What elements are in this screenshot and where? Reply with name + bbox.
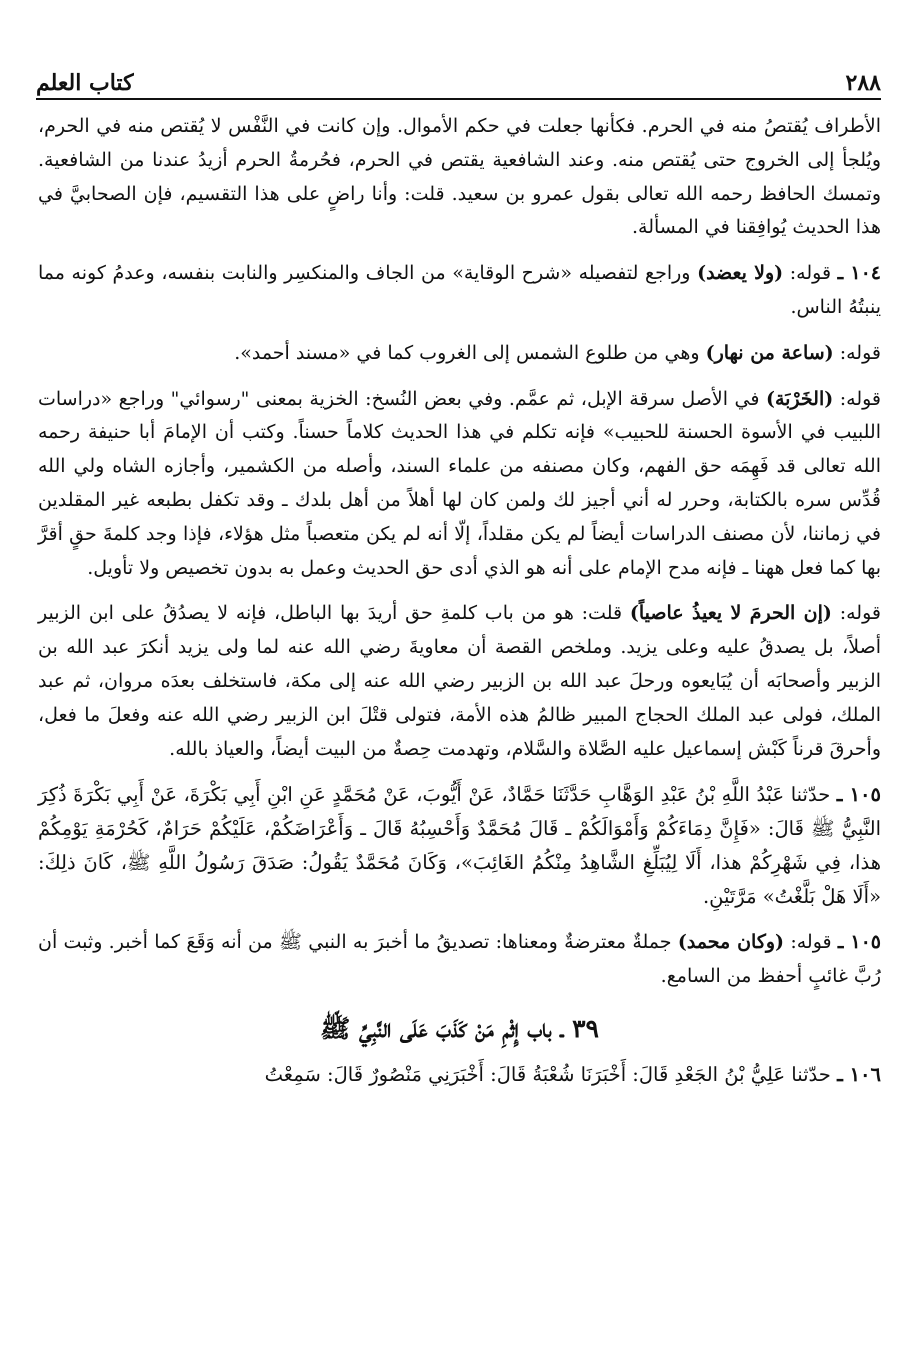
chapter-heading: ٣٩ ـ باب إِثْمِ مَنْ كَذَبَ عَلَى النَّبِيِّ ﷺ [320,1013,599,1043]
note-lead: قوله: [839,341,881,364]
hadith-105 [38,778,881,914]
note-quote: (إن الحرمَ لا يعيذُ عاصياً) [629,602,832,625]
note-quote: (الخَرْبَة) [765,387,834,410]
page-number: ٢٨٨ [845,70,881,96]
paragraph-sa-a [38,337,881,371]
paragraph-kharba [38,383,881,586]
paragraph-1: الأطراف يُقتصُ منه في الحرم. فكأنها جعلت في حكم الأموال. وإن كانت في النَّفْس لا يُقتص منه في الحرم، ويُلجأ إلى الخروج حتى يُقتص منه. وعند الشافعية يقتص في الحرم، فحُرمةُ الحرم أزيدُ عندنا من الشافعية. وتمسك الحافظ رحمه الله تعالى بقول عمرو بن سعيد. قلت: وأنا راضٍ على هذا التقسيم، فإن الصحابيَّ في هذا الحديث يُوافِقنا في المسألة. [38,115,881,239]
hadith-number: ١٠٥ ـ [836,783,881,807]
note-quote: (وكان محمد) [677,931,785,954]
note-quote: (ساعة من نهار) [705,341,834,364]
hadith-106 [38,1058,881,1092]
note-lead: قوله: [790,931,832,954]
hadith-text: حدّثنا عَبْدُ اللَّهِ بْنُ عَبْدِ الوَهَّابِ حَدَّثَنَا حَمَّادٌ، عَنْ أَيُّوبَ، عَنْ مُحَمَّدٍ عَنِ ابْنِ أَبِي بَكْرَةَ، عَنْ أَبِي بَكْرَةَ ذُكِرَ النَّبِيُّ ﷺ قَالَ: «فَإِنَّ دِمَاءَكُمْ وَأَمْوَالَكُمْ ـ قَالَ مُحَمَّدٌ وَأَحْسِبُهُ قَالَ ـ وَأَعْرَاضَكُمْ، عَلَيْكُمْ حَرَامٌ، كَحُرْمَةِ يَوْمِكُمْ هذا، فِي شَهْرِكُمْ هذا، أَلَا لِيُبَلِّغِ الشَّاهِدُ مِنْكُمُ الغَائِبَ»، وَكَانَ مُحَمَّدٌ يَقُولُ: صَدَقَ رَسُولُ اللَّهِ ﷺ، كَانَ ذلِكَ: «أَلَا هَلْ بَلَّغْتُ» مَرَّتَيْنِ. [38,783,881,909]
note-number: ١٠٤ ـ [837,262,881,285]
hadith-number: ١٠٦ ـ [837,1062,881,1086]
note-lead: قوله: [789,262,832,285]
page-header [36,60,881,96]
note-number: ١٠٥ ـ [837,931,881,954]
header-rule [36,98,881,100]
hadith-text: حدّثنا عَلِيُّ بْنُ الجَعْدِ قَالَ: أَخْبَرَنَا شُعْبَةُ قَالَ: أَخْبَرَنِي مَنْصُورٌ قَالَ: سَمِعْتُ [264,1062,831,1086]
note-text: وراجع لتفصيله «شرح الوقاية» من الجاف والمنكسِر والنابت بنفسه، وعدمُ كونه مما ينبتُهُ الناس. [38,262,881,318]
paragraph-haram [38,597,881,766]
page-body [38,110,881,1092]
note-text: قلت: هو من باب كلمةِ حق أريدَ بها الباطل، فإنه لا يصدُقُ على ابن الزبير أصلاً، بل يصدقُ عليه وعلى يزيد. وملخص القصة أن معاويةَ رضي الله عنه لما ولى يزيد أنكرَ عبد الله بن الزبير وأصحابَه أن يُبَايعوه ورحلَ عبد الله بن الزبير رضي الله عنه إلى مكة، فاستخلف بعدَه مروان، ثم عبد الملك، فولى عبد الملك الحجاج المبير ظالمُ هذه الأمة، فتولى قتْلَ ابن الزبير رضي الله عنه وفعلَ ما فعل، وأحرقَ قرناً كَبْش إسماعيل عليه الصَّلاة والسَّلام، وتهدمت حِصةٌ من البيت أيضاً، والعياذ بالله. [38,602,881,760]
note-quote: (ولا يعضد) [697,262,784,285]
note-lead: قوله: [839,602,881,625]
book-title: كتاب العلم [36,70,134,96]
paragraph-104 [38,257,881,325]
paragraph-105-note [38,926,881,994]
note-lead: قوله: [839,387,882,410]
note-text: وهي من طلوع الشمس إلى الغروب كما في «مسند أحمد». [234,341,700,364]
note-text: جملةٌ معترضةٌ ومعناها: تصديقُ ما أخبرَ به النبي ﷺ من أنه وَقَعَ كما أخبر. وثبت أن رُبَّ غائبٍ أحفظ من السامع. [38,931,881,988]
note-text: في الأصل سرقة الإبل، ثم عمَّم. وفي بعض النُسخ: الخزية بمعنى "رسوائي" وراجع «دراسات اللبيب في الأسوة الحسنة للحبيب» فإنه تكلم في هذا الحديث كلاماً حسناً. وكتب أن الإمامَ أبا حنيفة رحمه الله تعالى قد فَهِمَه حق الفهم، وكان مصنفه من علماء السند، وأصله من الكشمير، وأجازه الشاه ولي الله قُدِّس سره بالكتابة، وحرر له أني أجيز لك ولمن كان لها أهلاً من أهل بلدك ـ وقد تكفل بطبعه غير المقلدين في زماننا، لأن مصنف الدراسات أيضاً لم يكن مقلداً، إلّا أنه لم يكن متعصباً مثل هؤلاء، فإذا وجد كلمةَ حقٍ أقرَّ بها كما فعل ههنا ـ فإنه مدح الإمام على أنه هو الذي أدى حق الحديث وعمل به بدون تخصيص ولا تأويل. [38,387,881,579]
